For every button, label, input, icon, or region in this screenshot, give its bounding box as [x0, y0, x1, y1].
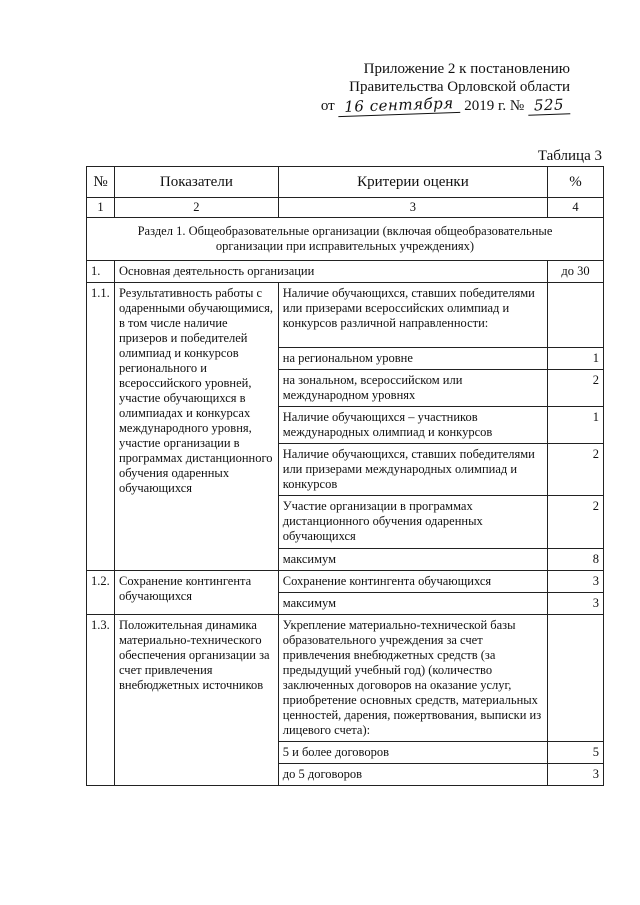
criterion-text: Наличие обучающихся, ставших победителями или призерами международных олимпиад и конкурсов — [278, 444, 547, 496]
criterion-text: максимум — [278, 549, 547, 571]
criterion-text: 5 и более договоров — [278, 742, 547, 764]
criterion-percent: 2 — [548, 370, 604, 407]
criterion-text: до 5 договоров — [278, 764, 547, 786]
handwritten-date: 16 сентября — [338, 94, 461, 117]
year-label: 2019 г. № — [464, 98, 525, 114]
row-indicator: Основная деятельность организации — [114, 261, 547, 283]
col-number: 3 — [278, 198, 547, 218]
criterion-percent: 5 — [548, 742, 604, 764]
criterion-percent: 3 — [548, 571, 604, 593]
table-row — [87, 283, 604, 348]
criterion-percent: 3 — [548, 764, 604, 786]
criterion-percent: 8 — [548, 549, 604, 571]
row-number: 1.3. — [87, 615, 115, 786]
criterion-text: на региональном уровне — [278, 348, 547, 370]
handwritten-number: 525 — [528, 95, 571, 115]
table-row — [87, 261, 604, 283]
criterion-text: Сохранение контингента обучающихся — [278, 571, 547, 593]
col-header-criteria: Критерии оценки — [278, 167, 547, 198]
section-row — [87, 218, 604, 261]
criterion-text: Наличие обучающихся, ставших победителями или призерами всероссийских олимпиад и конкурсов различной направленности: — [278, 283, 547, 348]
appendix-line: Приложение 2 к постановлению — [363, 61, 570, 77]
from-label: от — [320, 98, 335, 114]
row-indicator: Результативность работы с одаренными обучающимися, в том числе наличие призеров и победителей олимпиад и конкурсов регионального и всероссийского уровней, участие обучающихся в олимпиадах и конкурсах международного уровня, участие организации в программах дистанционного обучения одаренных обучающихся — [114, 283, 278, 571]
header-row — [87, 167, 604, 198]
criterion-percent: 1 — [548, 407, 604, 444]
criterion-text: Укрепление материально-технической базы образовательного учреждения за счет привлечения внебюджетных средств (за предыдущий учебный год) (количество заключенных договоров на оказание услуг, приобретение основных средств, материальных ценностей, дарения, пожертвования, выписки из лицевого счета): — [278, 615, 547, 742]
criterion-text: Участие организации в программах дистанционного обучения одаренных обучающихся — [278, 496, 547, 549]
section-title: Раздел 1. Общеобразовательные организации (включая общеобразовательные организации при исправительных учреждениях) — [87, 218, 604, 261]
criterion-text: на зональном, всероссийском или международном уровнях — [278, 370, 547, 407]
criterion-percent — [548, 283, 604, 348]
col-number: 4 — [548, 198, 604, 218]
criterion-text: Наличие обучающихся – участников международных олимпиад и конкурсов — [278, 407, 547, 444]
criterion-percent: 1 — [548, 348, 604, 370]
row-number: 1. — [87, 261, 115, 283]
row-number: 1.2. — [87, 571, 115, 615]
table-row — [87, 615, 604, 742]
col-number: 2 — [114, 198, 278, 218]
col-header-indicators: Показатели — [114, 167, 278, 198]
column-number-row — [87, 198, 604, 218]
criteria-table — [86, 166, 604, 786]
criterion-percent: 2 — [548, 496, 604, 549]
col-header-percent: % — [548, 167, 604, 198]
criterion-percent: 3 — [548, 593, 604, 615]
row-indicator: Положительная динамика материально-технического обеспечения организации за счет привлечения внебюджетных источников — [114, 615, 278, 786]
col-header-number: № — [87, 167, 115, 198]
decree-line — [321, 96, 570, 115]
government-line: Правительства Орловской области — [349, 79, 570, 95]
table-row — [87, 571, 604, 593]
row-percent: до 30 — [548, 261, 604, 283]
criterion-percent: 2 — [548, 444, 604, 496]
criterion-percent — [548, 615, 604, 742]
row-number: 1.1. — [87, 283, 115, 571]
row-indicator: Сохранение контингента обучающихся — [114, 571, 278, 615]
table-caption: Таблица 3 — [537, 148, 602, 164]
criterion-text: максимум — [278, 593, 547, 615]
col-number: 1 — [87, 198, 115, 218]
document-header — [321, 60, 570, 115]
